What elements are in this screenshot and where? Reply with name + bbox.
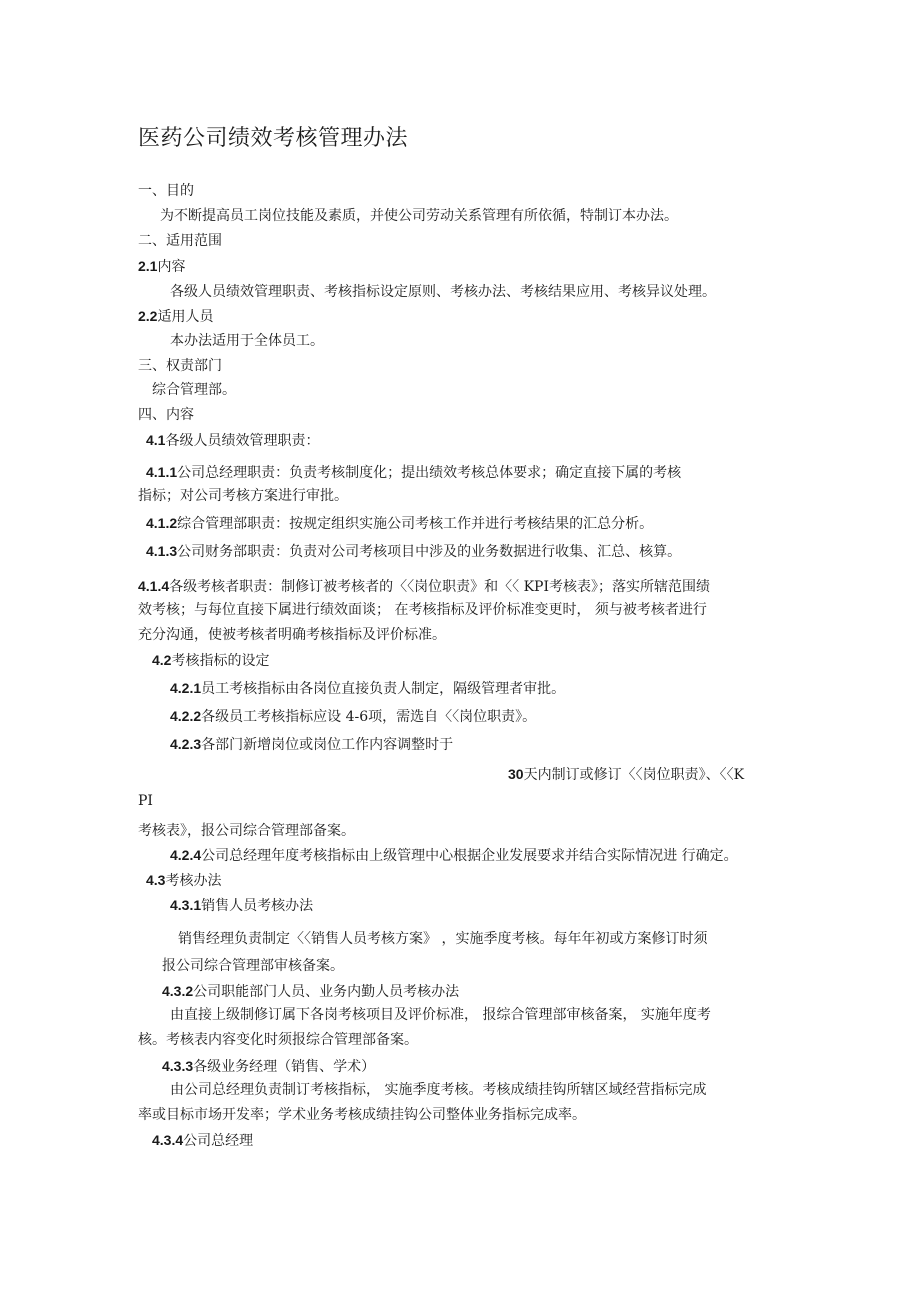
- line-text: 效考核；与每位直接下属进行绩效面谈； 在考核指标及评价标准变更时， 须与被考核者进行: [138, 602, 707, 618]
- text-line: [138, 577, 710, 596]
- text-line: [170, 332, 324, 350]
- text-line: [138, 487, 348, 505]
- section-number: 2.2: [138, 308, 158, 324]
- text-line: [138, 307, 213, 326]
- text-line: [138, 792, 153, 810]
- text-line: [138, 406, 194, 424]
- line-text: 各级业务经理（销售、学术）: [193, 1059, 376, 1075]
- line-text: 报公司综合管理部审核备案。: [162, 958, 344, 974]
- section-number: 4.1.2: [146, 515, 178, 531]
- section-number: 4.3.2: [162, 983, 194, 999]
- line-text: 销售经理负责制定〈〈销售人员考核方案》 ，实施季度考核。每年年初或方案修订时须: [178, 931, 708, 947]
- line-text: 考核表》，报公司综合管理部备案。: [138, 823, 355, 839]
- line-text: 率或目标市场开发率；学术业务考核成绩挂钩公司整体业务指标完成率。: [138, 1107, 586, 1123]
- line-text: 本办法适用于全体员工。: [170, 333, 324, 349]
- text-line: [170, 679, 565, 698]
- line-text: 二、适用范围: [138, 233, 222, 249]
- text-line: [146, 463, 681, 482]
- text-line: [162, 1057, 375, 1076]
- line-text: 各级人员绩效管理职责、考核指标设定原则、考核办法、考核结果应用、考核异议处理。: [170, 284, 716, 300]
- line-text: 一、目的: [138, 183, 194, 199]
- text-line: [138, 822, 355, 840]
- line-text: PI: [138, 793, 153, 809]
- text-line: [146, 514, 653, 533]
- line-text: 由公司总经理负责制订考核指标， 实施季度考核。考核成绩挂钩所辖区域经营指标完成: [170, 1082, 707, 1098]
- text-line: [152, 651, 269, 670]
- section-number: 4.2.3: [170, 736, 202, 752]
- text-line: [138, 182, 194, 200]
- line-text: 核。考核表内容变化时须报综合管理部备案。: [138, 1032, 418, 1048]
- text-line: [138, 257, 185, 276]
- section-number: 2.1: [138, 258, 158, 274]
- text-line: [138, 232, 222, 250]
- line-text: 各级考核者职责：制修订被考核者的〈〈岗位职责》和〈〈 KPI考核表》；落实所辖范围绩: [169, 579, 710, 595]
- line-text: 指标；对公司考核方案进行审批。: [138, 488, 348, 504]
- line-text: 公司财务部职责：负责对公司考核项目中涉及的业务数据进行收集、汇总、核算。: [177, 544, 682, 560]
- text-line: [138, 357, 222, 375]
- text-line: [170, 735, 453, 754]
- section-number: 4.3: [146, 872, 166, 888]
- text-line: [138, 1031, 418, 1049]
- section-number: 4.2.2: [170, 708, 202, 724]
- section-number: 4.1: [146, 432, 166, 448]
- line-text: 充分沟通，使被考核者明确考核指标及评价标准。: [138, 627, 446, 643]
- section-number: 4.1.1: [146, 464, 178, 480]
- section-number: 4.2.1: [170, 680, 202, 696]
- line-text: 公司总经理职责：负责考核制度化；提出绩效考核总体要求；确定直接下属的考核: [177, 465, 682, 481]
- text-line: [138, 626, 446, 644]
- section-number: 30: [508, 766, 524, 782]
- line-text: 各级员工考核指标应设 4-6项，需选自〈〈岗位职责》。: [201, 709, 537, 725]
- line-text: 适用人员: [157, 309, 214, 325]
- line-text: 各部门新增岗位或岗位工作内容调整时于: [201, 737, 454, 753]
- text-line: [170, 283, 716, 301]
- text-line: [170, 1081, 706, 1099]
- text-line: [138, 1106, 586, 1124]
- text-line: [170, 1006, 711, 1024]
- section-number: 4.3.4: [152, 1132, 184, 1148]
- line-text: 为不断提高员工岗位技能及素质，并使公司劳动关系管理有所依循，特制订本办法。: [160, 208, 678, 224]
- line-text: 天内制订或修订〈〈岗位职责》、〈〈K: [523, 767, 745, 783]
- section-number: 4.1.3: [146, 543, 178, 559]
- line-text: 各级人员绩效管理职责：: [165, 433, 320, 449]
- line-text: 由直接上级制修订属下各岗考核项目及评价标准， 报综合管理部审核备案， 实施年度考: [170, 1007, 711, 1023]
- section-number: 4.1.4: [138, 578, 170, 594]
- section-number: 4.3.3: [162, 1058, 194, 1074]
- section-number: 4.3.1: [170, 897, 202, 913]
- line-text: 综合管理部职责：按规定组织实施公司考核工作并进行考核结果的汇总分析。: [177, 516, 654, 532]
- text-line: [170, 896, 313, 915]
- text-line: [146, 542, 681, 561]
- section-number: 4.2.4: [170, 847, 202, 863]
- text-line: [152, 381, 236, 399]
- text-line: [508, 765, 744, 784]
- line-text: 公司职能部门人员、业务内勤人员考核办法: [193, 984, 460, 1000]
- line-text: 三、权责部门: [138, 358, 222, 374]
- line-text: 内容: [157, 259, 186, 275]
- line-text: 公司总经理年度考核指标由上级管理中心根据企业发展要求并结合实际情况进 行确定。: [201, 848, 738, 864]
- text-line: [160, 207, 678, 225]
- line-text: 销售人员考核办法: [201, 898, 314, 914]
- text-line: [146, 871, 221, 890]
- text-line: [152, 1131, 253, 1150]
- document-title: 医药公司绩效考核管理办法: [138, 126, 409, 151]
- section-number: 4.2: [152, 652, 172, 668]
- text-line: [170, 707, 536, 726]
- text-line: [162, 982, 459, 1001]
- line-text: 考核指标的设定: [171, 653, 270, 669]
- line-text: 考核办法: [165, 873, 222, 889]
- line-text: 公司总经理: [183, 1133, 254, 1149]
- text-line: [178, 930, 707, 948]
- text-line: [138, 601, 707, 619]
- line-text: 综合管理部。: [152, 382, 236, 398]
- line-text: 四、内容: [138, 407, 194, 423]
- text-line: [162, 957, 344, 975]
- text-line: [146, 431, 319, 450]
- text-line: [170, 846, 738, 865]
- line-text: 员工考核指标由各岗位直接负责人制定，隔级管理者审批。: [201, 681, 566, 697]
